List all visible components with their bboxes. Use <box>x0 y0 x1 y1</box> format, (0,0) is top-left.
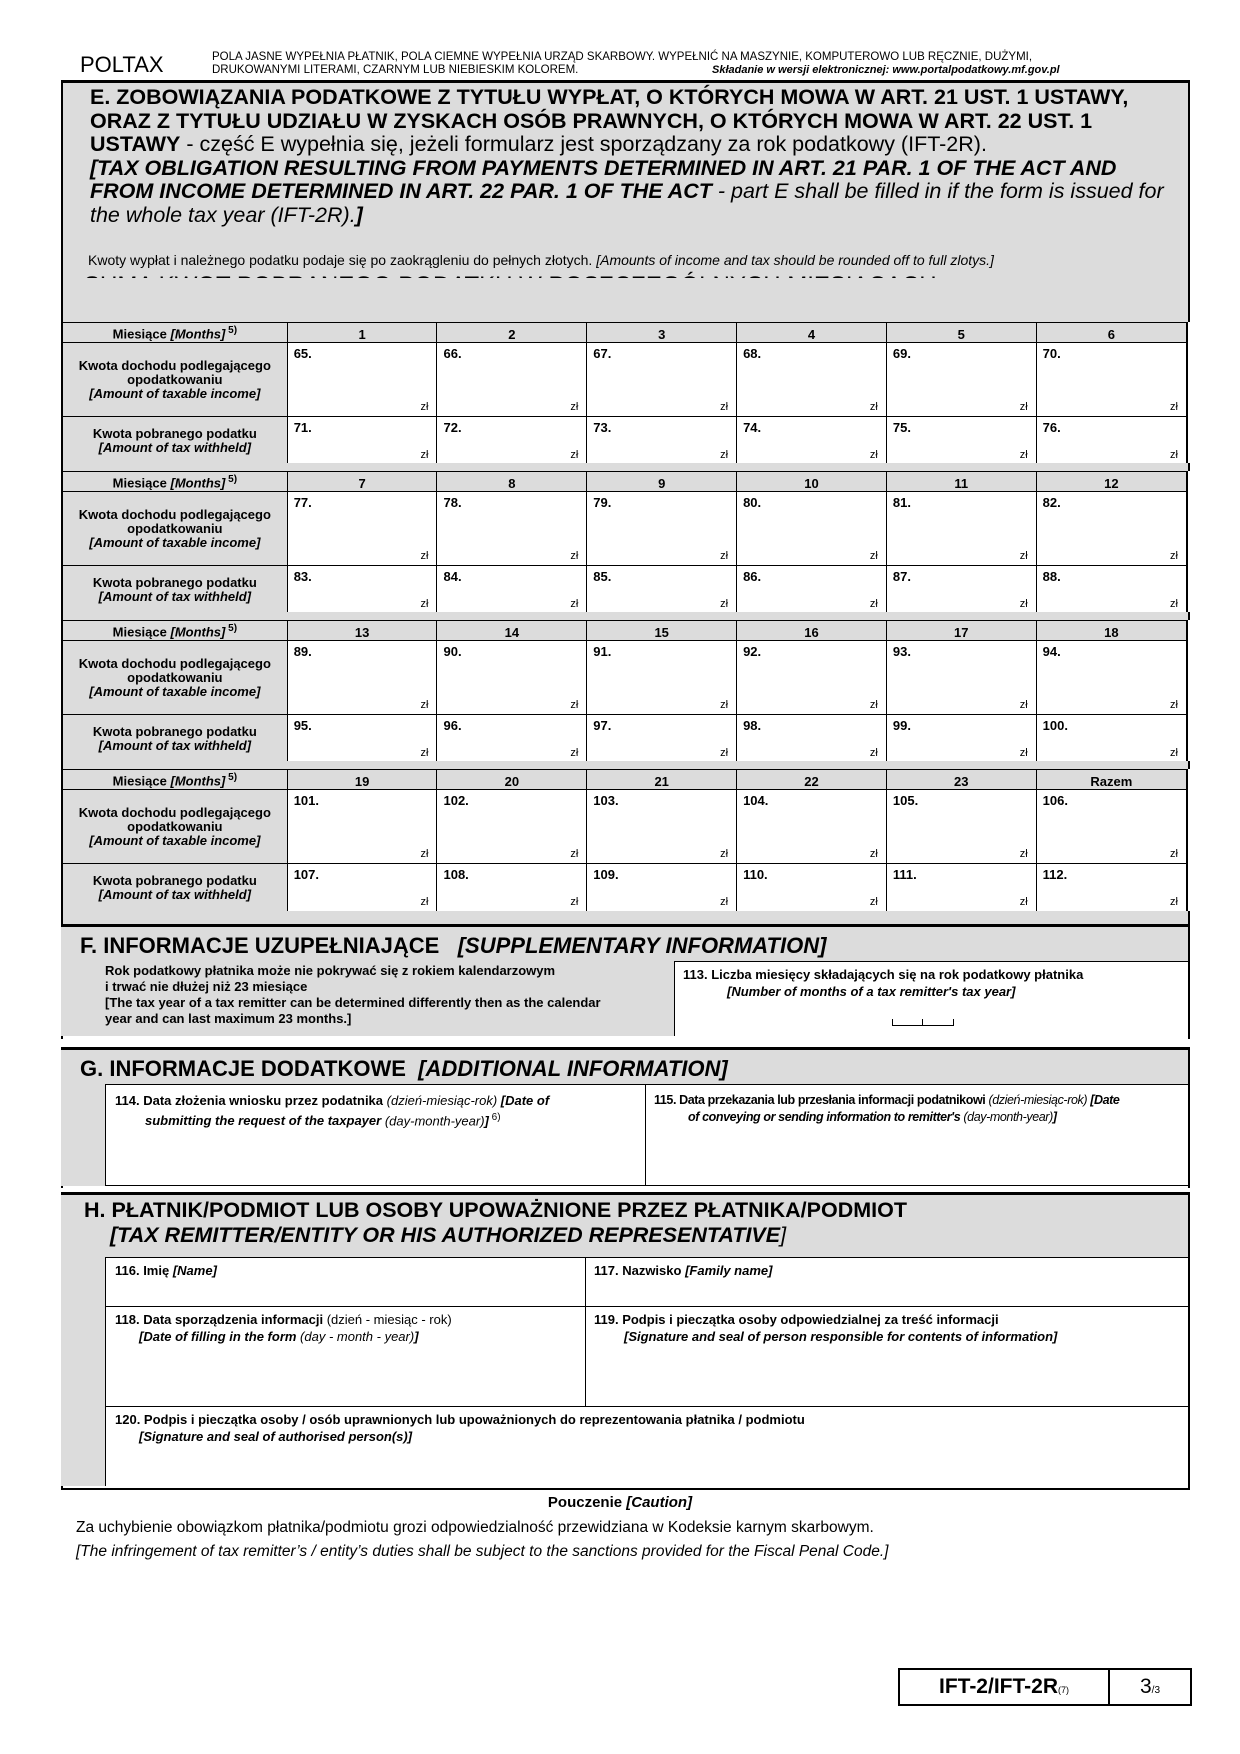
taxable-income-label: Kwota dochodu podlegającego opodatkowaniu [Amount of taxable income] <box>62 641 287 715</box>
tax-withheld-field[interactable] <box>287 417 437 465</box>
field-113-input[interactable] <box>892 1019 954 1026</box>
field-number: 77. <box>293 495 312 510</box>
tax-withheld-field[interactable] <box>737 864 887 912</box>
taxable-income-field[interactable] <box>1036 641 1187 715</box>
field-number: 87. <box>892 569 911 584</box>
currency-label: zł <box>570 598 579 610</box>
field-number: 102. <box>443 793 469 808</box>
field-number: 91. <box>593 644 612 659</box>
taxable-income-label: Kwota dochodu podlegającego opodatkowaniu [Amount of taxable income] <box>62 790 287 864</box>
currency-label: zł <box>869 449 878 461</box>
currency-label: zł <box>420 401 429 413</box>
section-e-title-en: [TAX OBLIGATION RESULTING FROM PAYMENTS DETERMINED IN ART. 21 PAR. 1 OF THE ACT AND FROM INCOME DETERMINED IN ART. 22 PAR. 1 OF THE ACT <box>90 155 1117 203</box>
taxable-income-field[interactable] <box>287 790 437 864</box>
brand-logo-text: POLTAX <box>80 52 164 77</box>
tax-withheld-field[interactable] <box>886 417 1036 465</box>
field-number: 93. <box>892 644 911 659</box>
currency-label: zł <box>1019 747 1028 759</box>
field-number: 85. <box>593 569 612 584</box>
taxable-income-field[interactable] <box>1036 343 1187 417</box>
currency-label: zł <box>420 848 429 860</box>
field-number: 81. <box>892 495 911 510</box>
currency-label: zł <box>1170 747 1178 759</box>
field-number: 110. <box>743 867 768 882</box>
months-label: Miesiące [Months] $^{5)}$ <box>62 770 287 790</box>
field-117-input[interactable] <box>586 1282 1186 1305</box>
currency-label: zł <box>720 550 729 562</box>
currency-label: zł <box>1170 598 1178 610</box>
taxable-income-field[interactable] <box>587 492 737 566</box>
section-e-gray-strip <box>61 612 1190 620</box>
page-number: 3/3 <box>1139 1675 1161 1698</box>
section-e-title-pl: E. ZOBOWIĄZANIA PODATKOWE Z TYTUŁU WYPŁAT, O KTÓRYCH MOWA W ART. 21 UST. 1 USTAWY, ORAZ Z TYTUŁU UDZIAŁU W ZYSKACH OSÓB PRAWNYCH, O KTÓRYCH MOWA W ART. 22 UST. 1 USTAWY <box>90 85 1129 156</box>
currency-label: zł <box>1170 699 1178 711</box>
currency-label: zł <box>1019 848 1028 860</box>
currency-label: zł <box>1019 699 1028 711</box>
tax-withheld-field[interactable] <box>587 566 737 614</box>
taxable-income-label: Kwota dochodu podlegającego opodatkowaniu [Amount of taxable income] <box>62 492 287 566</box>
currency-label: zł <box>720 401 729 413</box>
taxable-income-field[interactable] <box>1036 790 1187 864</box>
tax-withheld-field[interactable] <box>437 715 587 763</box>
field-number: 83. <box>293 569 312 584</box>
month-number: 17 <box>886 621 1036 641</box>
field-115-input[interactable] <box>646 1130 1186 1184</box>
field-number: 72. <box>443 420 462 435</box>
tax-withheld-field[interactable] <box>737 715 887 763</box>
month-number: 19 <box>287 770 437 790</box>
currency-label: zł <box>869 598 878 610</box>
taxable-income-field[interactable] <box>886 790 1036 864</box>
header-instruction-line2: DRUKOWANYMI LITERAMI, CZARNYM LUB NIEBIESKIM KOLOREM. <box>212 64 579 76</box>
field-number: 86. <box>743 569 762 584</box>
field-number: 80. <box>743 495 762 510</box>
field-114-input[interactable] <box>106 1130 644 1184</box>
months-table <box>61 471 1188 614</box>
currency-label: zł <box>720 896 729 908</box>
currency-label: zł <box>420 747 429 759</box>
month-number: Razem <box>1036 770 1187 790</box>
currency-label: zł <box>1170 848 1178 860</box>
month-number: 23 <box>886 770 1036 790</box>
currency-label: zł <box>869 401 878 413</box>
tax-withheld-field[interactable] <box>886 864 1036 912</box>
tax-year-note: Rok podatkowy płatnika może nie pokrywać się z rokiem kalendarzowym i trwać nie dłużej niż 23 miesiące [The tax year of a tax remitter can be determined differently then as the calendar year and can last maximum 23 months.] <box>105 963 601 1026</box>
field-number: 104. <box>743 793 769 808</box>
rounding-note: Kwoty wypłat i należnego podatku podaje się po zaokrągleniu do pełnych złotych. [Amounts of income and tax should be rounded off to full zlotys.] <box>88 252 994 268</box>
header-electronic-filing: Składanie w wersji elektronicznej: www.portalpodatkowy.mf.gov.pl <box>712 64 1060 76</box>
field-number: 99. <box>892 718 911 733</box>
section-e-title: E. ZOBOWIĄZANIA PODATKOWE Z TYTUŁU WYPŁAT, O KTÓRYCH MOWA W ART. 21 UST. 1 USTAWY, ORAZ Z TYTUŁU UDZIAŁU W ZYSKACH OSÓB PRAWNYCH, O KTÓRYCH MOWA W ART. 22 UST. 1 USTAWY - część E wypełnia się, jeżeli formularz jest sporządzany za rok podatkowy (IFT-2R). [TAX OBLIGATION RESULTING FROM PAYMENTS DETERMINED IN ART. 21 PAR. 1 OF THE ACT AND FROM INCOME DETERMINED IN ART. 22 PAR. 1 OF THE ACT - part E shall be filled in if the form is issued for the whole tax year (IFT-2R).] <box>90 85 1164 227</box>
field-116-label: 116. Imię [Name] <box>115 1263 217 1278</box>
currency-label: zł <box>420 699 429 711</box>
section-f-title: F. INFORMACJE UZUPEŁNIAJĄCE [SUPPLEMENTARY INFORMATION] <box>80 933 827 958</box>
currency-label: zł <box>1019 401 1028 413</box>
field-number: 96. <box>443 718 462 733</box>
section-h-title: H. PŁATNIK/PODMIOT LUB OSOBY UPOWAŻNIONE PRZEZ PŁATNIKA/PODMIOT [TAX REMITTER/ENTITY OR HIS AUTHORIZED REPRESENTATIVE] <box>84 1198 907 1247</box>
section-e-title-en-note: - part E shall be filled in if the form is issued for the whole tax year (IFT-2R). <box>90 179 1164 227</box>
field-120-input[interactable] <box>106 1446 1186 1484</box>
currency-label: zł <box>720 699 729 711</box>
tax-withheld-field[interactable] <box>1036 566 1187 614</box>
field-number: 65. <box>293 346 312 361</box>
tax-withheld-field[interactable] <box>587 864 737 912</box>
tax-withheld-field[interactable] <box>437 417 587 465</box>
field-number: 73. <box>593 420 612 435</box>
field-number: 98. <box>743 718 762 733</box>
field-number: 66. <box>443 346 462 361</box>
taxable-income-field[interactable] <box>437 492 587 566</box>
field-number: 76. <box>1042 420 1061 435</box>
taxable-income-field[interactable] <box>287 641 437 715</box>
month-number: 8 <box>437 472 587 492</box>
month-number: 13 <box>287 621 437 641</box>
currency-label: zł <box>570 401 579 413</box>
month-number: 22 <box>737 770 887 790</box>
field-number: 95. <box>293 718 312 733</box>
tax-withheld-field[interactable] <box>1036 417 1187 465</box>
currency-label: zł <box>1019 896 1028 908</box>
field-118-label: 118. Data sporządzenia informacji (dzień - miesiąc - rok) [Date of filling in the form (day - month - year)] <box>115 1312 452 1344</box>
month-number: 7 <box>287 472 437 492</box>
month-number: 11 <box>886 472 1036 492</box>
field-number: 67. <box>593 346 612 361</box>
currency-label: zł <box>1170 896 1178 908</box>
section-e-bottom-strip <box>61 916 1190 924</box>
field-114-label: 114. Data złożenia wniosku przez podatnika (dzień-miesiąc-rok) [Date of submitting the request of the taxpayer (day-month-year)] $^{6)}$ <box>115 1093 550 1129</box>
taxable-income-field[interactable] <box>886 492 1036 566</box>
form-code-box <box>898 1668 1192 1706</box>
field-number: 79. <box>593 495 612 510</box>
field-number: 109. <box>593 867 619 882</box>
tax-withheld-field[interactable] <box>886 566 1036 614</box>
month-number: 15 <box>587 621 737 641</box>
taxable-income-field[interactable] <box>1036 492 1187 566</box>
month-number: 14 <box>437 621 587 641</box>
month-number: 12 <box>1036 472 1187 492</box>
field-number: 78. <box>443 495 462 510</box>
field-number: 108. <box>443 867 469 882</box>
currency-label: zł <box>420 550 429 562</box>
field-number: 112. <box>1042 867 1068 882</box>
field-number: 111. <box>892 867 917 882</box>
months-label: Miesiące [Months] $^{5)}$ <box>62 621 287 641</box>
taxable-income-field[interactable] <box>737 343 887 417</box>
currency-label: zł <box>570 848 579 860</box>
currency-label: zł <box>720 598 729 610</box>
month-number: 18 <box>1036 621 1187 641</box>
section-g-title: G. INFORMACJE DODATKOWE [ADDITIONAL INFORMATION] <box>80 1056 728 1081</box>
field-number: 70. <box>1042 346 1061 361</box>
currency-label: zł <box>570 449 579 461</box>
tax-withheld-field[interactable] <box>437 864 587 912</box>
field-number: 97. <box>593 718 612 733</box>
section-e-gray-strip <box>61 761 1190 769</box>
caution-text-en: [The infringement of tax remitter’s / entity’s duties shall be subject to the sanctions provided for the Fiscal Penal Code.] <box>76 1543 889 1560</box>
taxable-income-field[interactable] <box>886 343 1036 417</box>
taxable-income-field[interactable] <box>886 641 1036 715</box>
month-number: 6 <box>1036 323 1187 343</box>
currency-label: zł <box>420 598 429 610</box>
currency-label: zł <box>420 449 429 461</box>
months-table <box>61 620 1188 763</box>
taxable-income-field[interactable] <box>437 790 587 864</box>
currency-label: zł <box>570 699 579 711</box>
months-table <box>61 322 1188 465</box>
month-number: 5 <box>886 323 1036 343</box>
currency-label: zł <box>869 699 878 711</box>
caution-heading: Pouczenie [Caution] <box>547 1494 693 1511</box>
tax-withheld-label: Kwota pobranego podatku [Amount of tax withheld] <box>62 715 287 763</box>
section-e-gray-strip <box>61 463 1190 471</box>
field-number: 69. <box>892 346 911 361</box>
months-label: Miesiące [Months] $^{5)}$ <box>62 472 287 492</box>
field-number: 88. <box>1042 569 1061 584</box>
field-120-label: 120. Podpis i pieczątka osoby / osób uprawnionych lub upoważnionych do reprezentowania płatnika / podmiotu [Signature and seal of authorised person(s)] <box>115 1412 805 1444</box>
taxable-income-field[interactable] <box>737 641 887 715</box>
currency-label: zł <box>720 449 729 461</box>
field-number: 75. <box>892 420 911 435</box>
section-e-title-pl-note: - część E wypełnia się, jeżeli formularz jest sporządzany za rok podatkowy (IFT-2R). <box>180 132 987 156</box>
field-number: 68. <box>743 346 762 361</box>
field-119-input[interactable] <box>586 1348 1186 1404</box>
currency-label: zł <box>570 550 579 562</box>
taxable-income-field[interactable] <box>737 790 887 864</box>
currency-label: zł <box>869 848 878 860</box>
field-113-label: 113. Liczba miesięcy składających się na rok podatkowy płatnika [Number of months of a tax remitter's tax year] <box>683 967 1084 999</box>
field-number: 103. <box>593 793 619 808</box>
currency-label: zł <box>1019 598 1028 610</box>
tax-withheld-field[interactable] <box>287 864 437 912</box>
field-number: 90. <box>443 644 462 659</box>
month-number: 1 <box>287 323 437 343</box>
taxable-income-field[interactable] <box>587 790 737 864</box>
field-118-input[interactable] <box>106 1348 584 1404</box>
month-number: 10 <box>737 472 887 492</box>
field-number: 74. <box>743 420 762 435</box>
currency-label: zł <box>1019 449 1028 461</box>
currency-label: zł <box>570 747 579 759</box>
field-number: 101. <box>293 793 319 808</box>
month-number: 20 <box>437 770 587 790</box>
month-number: 16 <box>737 621 887 641</box>
currency-label: zł <box>1170 550 1178 562</box>
taxable-income-field[interactable] <box>287 492 437 566</box>
tax-withheld-label: Kwota pobranego podatku [Amount of tax withheld] <box>62 864 287 912</box>
month-number: 9 <box>587 472 737 492</box>
field-115-label: 115. Data przekazania lub przesłania informacji podatnikowi (dzień-miesiąc-rok) [Date of conveying or sending information to remitter's (day-month-year)] <box>654 1093 1120 1124</box>
month-number: 4 <box>737 323 887 343</box>
currency-label: zł <box>420 896 429 908</box>
months-label: Miesiące [Months] $^{5)}$ <box>62 323 287 343</box>
month-number: 21 <box>587 770 737 790</box>
currency-label: zł <box>720 747 729 759</box>
tax-withheld-field[interactable] <box>1036 864 1187 912</box>
tax-withheld-field[interactable] <box>287 715 437 763</box>
field-119-label: 119. Podpis i pieczątka osoby odpowiedzialnej za treść informacji [Signature and seal of person responsible for contents of information] <box>594 1312 1058 1344</box>
field-number: 94. <box>1042 644 1061 659</box>
currency-label: zł <box>869 550 878 562</box>
field-number: 106. <box>1042 793 1068 808</box>
month-number: 2 <box>437 323 587 343</box>
currency-label: zł <box>1170 401 1178 413</box>
tax-withheld-field[interactable] <box>287 566 437 614</box>
tax-withheld-field[interactable] <box>886 715 1036 763</box>
tax-withheld-label: Kwota pobranego podatku [Amount of tax withheld] <box>62 566 287 614</box>
currency-label: zł <box>720 848 729 860</box>
currency-label: zł <box>869 896 878 908</box>
field-number: 105. <box>892 793 919 808</box>
currency-label: zł <box>869 747 878 759</box>
tax-withheld-label: Kwota pobranego podatku [Amount of tax withheld] <box>62 417 287 465</box>
taxable-income-field[interactable] <box>437 343 587 417</box>
currency-label: zł <box>1170 449 1178 461</box>
taxable-income-field[interactable] <box>587 343 737 417</box>
currency-label: zł <box>570 896 579 908</box>
field-117-label: 117. Nazwisko [Family name] <box>594 1263 773 1278</box>
months-table <box>61 769 1188 912</box>
currency-label: zł <box>1019 550 1028 562</box>
field-number: 71. <box>293 420 312 435</box>
tax-withheld-field[interactable] <box>587 715 737 763</box>
field-number: 107. <box>293 867 319 882</box>
field-number: 100. <box>1042 718 1068 733</box>
section-e-gray-strip <box>61 278 1190 322</box>
tax-withheld-field[interactable] <box>737 566 887 614</box>
field-number: 92. <box>743 644 762 659</box>
tax-withheld-field[interactable] <box>587 417 737 465</box>
tax-withheld-field[interactable] <box>1036 715 1187 763</box>
field-number: 89. <box>293 644 312 659</box>
tax-withheld-field[interactable] <box>437 566 587 614</box>
taxable-income-label: Kwota dochodu podlegającego opodatkowaniu [Amount of taxable income] <box>62 343 287 417</box>
header-instruction-line1: POLA JASNE WYPEŁNIA PŁATNIK, POLA CIEMNE WYPEŁNIA URZĄD SKARBOWY. WYPEŁNIĆ NA MASZYNIE, KOMPUTEROWO LUB RĘCZNIE, DUŻYMI, <box>212 51 1033 63</box>
tax-withheld-field[interactable] <box>737 417 887 465</box>
taxable-income-field[interactable] <box>287 343 437 417</box>
field-number: 82. <box>1042 495 1061 510</box>
taxable-income-field[interactable] <box>737 492 887 566</box>
form-code: IFT-2/IFT-2R <box>938 1675 1058 1698</box>
taxable-income-field[interactable] <box>587 641 737 715</box>
form-version: (7) <box>1058 1685 1069 1695</box>
caution-text-pl: Za uchybienie obowiązkom płatnika/podmiotu grozi odpowiedzialność przewidziana w Kodeksie karnym skarbowym. <box>76 1519 874 1536</box>
field-116-input[interactable] <box>106 1282 584 1305</box>
month-number: 3 <box>587 323 737 343</box>
field-number: 84. <box>443 569 462 584</box>
taxable-income-field[interactable] <box>437 641 587 715</box>
